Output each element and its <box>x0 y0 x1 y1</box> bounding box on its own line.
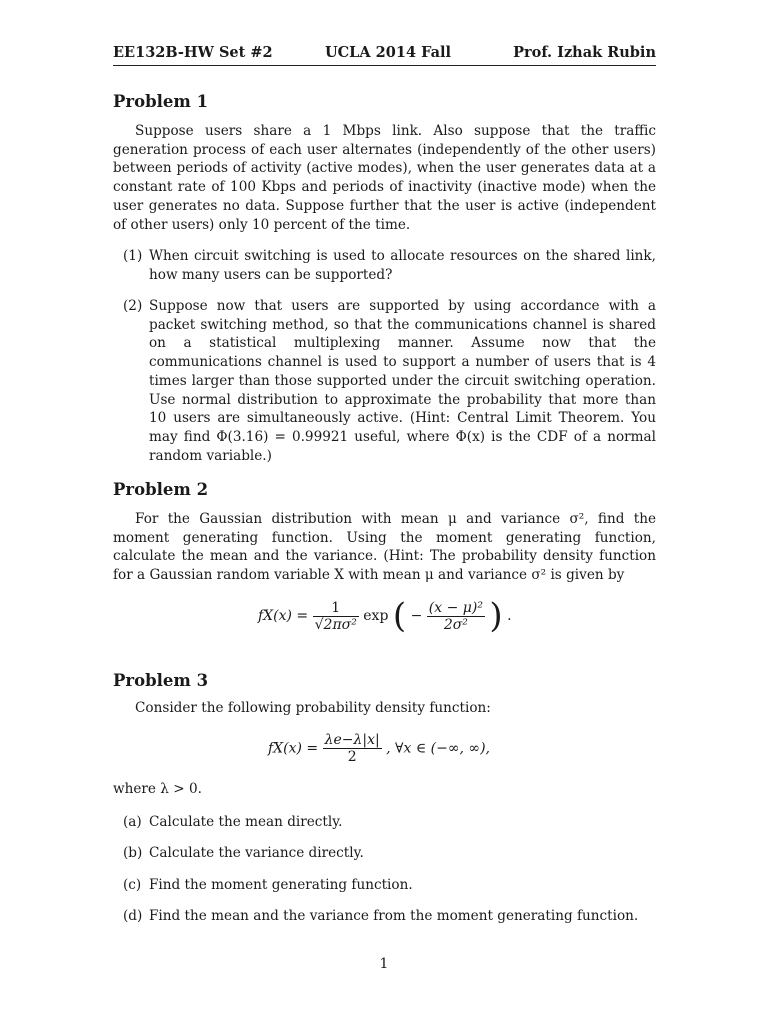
problem-2-title: Problem 2 <box>113 480 209 499</box>
item-text: Find the mean and the variance from the moment generating function. <box>149 908 639 924</box>
item-label: (d) <box>123 908 143 924</box>
page-number: 1 <box>379 956 389 972</box>
equation-fraction: $\frac{\lambda e-\lambda|x|}{2}$ <box>324 732 380 765</box>
header-course: EE132B-HW Set #2 <box>113 44 273 61</box>
right-paren: ) <box>489 596 503 636</box>
problem-1-intro: Suppose users share a 1 Mbps link. Also suppose that the traffic generation process of each user alternates (independently of the other users) between periods of activity (active modes), when the user generates data at a constant rate of 100 Kbps and periods of inactivity (inactive mode) when the user generates no data. Suppose further that the user is active (independent of other users) only 10 percent of the time. <box>113 123 656 233</box>
item-text: Calculate the mean directly. <box>149 814 343 830</box>
item-text: When circuit switching is used to allocate resources on the shared link, how many users can be supported? <box>149 248 656 283</box>
item-text: Calculate the variance directly. <box>149 845 364 861</box>
problem-3-condition: where λ > 0. <box>113 781 202 797</box>
equation-lhs: fX(x) = <box>258 608 309 624</box>
item-label: (2) <box>123 298 143 314</box>
item-label: (b) <box>123 845 143 861</box>
header-rule <box>113 65 656 66</box>
gaussian-pdf-equation: fX(x) = $\frac{1}{\text{√2πσ²}}$ exp ( − $\frac{\text{(x − μ)²}}{\text{2σ²}}$ ) . <box>258 596 512 636</box>
item-label: (c) <box>123 877 142 893</box>
problem-3-intro: Consider the following probability density function: <box>135 700 491 716</box>
problem-2-intro: For the Gaussian distribution with mean μ and variance σ², find the moment generating function. Using the moment generating function, calculate the mean and the variance. (Hint: The probability density function for a Gaussian random variable X with mean μ and variance σ² is given by <box>113 511 656 584</box>
problem-3-title: Problem 3 <box>113 671 209 690</box>
item-label: (a) <box>123 814 142 830</box>
header-instructor: Prof. Izhak Rubin <box>513 44 656 61</box>
left-paren: ( <box>392 596 407 636</box>
equation-exponent: $\frac{\text{(x − μ)²}}{\text{2σ²}}$ <box>428 599 483 633</box>
problem-1-title: Problem 1 <box>113 92 209 111</box>
equation-domain: , ∀x ∈ (−∞, ∞), <box>386 740 490 757</box>
laplace-pdf-equation <box>268 732 490 765</box>
item-text: Suppose now that users are supported by using accordance with a packet switching method, so that the communications channel is shared on a statistical multiplexing manner. Assume now that the communications channel is used to support a number of users that is 4 times larger than those supported under the circuit switching operation. Use normal distribution to approximate the probability that more than 10 users are simultaneously active. (Hint: Central Limit Theorem. You may find Φ(3.16) = 0.99921 useful, where Φ(x) is the CDF of a normal random variable.) <box>149 298 656 464</box>
item-text: Find the moment generating function. <box>149 877 413 893</box>
equation-lhs: fX(x) = <box>268 740 319 757</box>
header-term: UCLA 2014 Fall <box>325 44 451 61</box>
page-header <box>113 44 656 64</box>
equation-coefficient: $\frac{1}{\text{√2πσ²}}$ <box>314 599 357 633</box>
item-label: (1) <box>123 248 143 264</box>
equation-sign: − <box>410 608 423 624</box>
equation-function: exp <box>363 608 389 624</box>
